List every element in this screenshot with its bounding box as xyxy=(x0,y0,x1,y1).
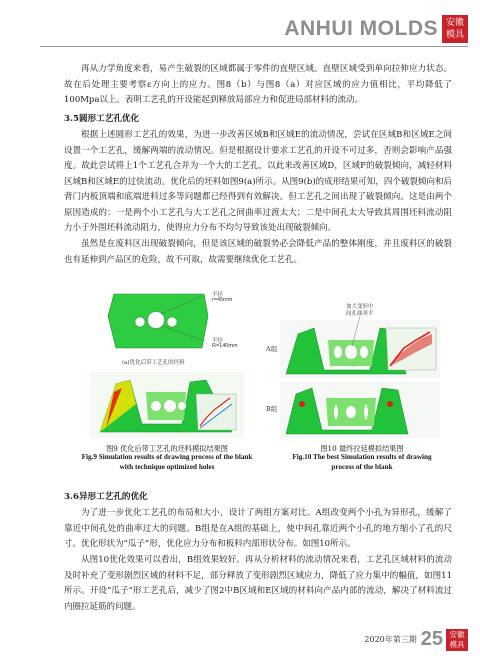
figure-9-caption-en-2: with technique optimized holes xyxy=(119,462,215,471)
figure-9 xyxy=(86,284,248,440)
label-large-radius-2: R=140mm xyxy=(212,343,238,349)
group-b-result-image xyxy=(280,382,440,438)
annotation-line-2: 间孔曲率半 xyxy=(346,311,374,317)
optimized-blank-image xyxy=(108,294,208,348)
label-small-radius-1: 半径 xyxy=(212,292,224,298)
figure-9-caption xyxy=(62,444,272,472)
page-header xyxy=(284,14,468,44)
group-a-result-image xyxy=(280,316,440,378)
label-small-radius-2: r=45mm xyxy=(212,297,233,303)
page-number: 25 xyxy=(420,628,443,650)
sub-caption-a: (a)优化后带工艺孔的坯料 xyxy=(122,360,185,366)
label-group-b: B组 xyxy=(266,405,278,413)
figure-9-caption-zh: 图9 优化后带工艺孔的坯料模拟结果图 xyxy=(106,444,228,453)
figure-10-caption xyxy=(262,444,462,472)
figure-10 xyxy=(266,300,450,440)
figure-10-graphic xyxy=(266,300,450,440)
brand-badge: 安徽模具 xyxy=(442,15,468,43)
section-heading-3-6: 3.6异形工艺孔的优化 xyxy=(64,492,148,502)
paragraph-2: 根据上述圆形工艺孔的效果，为进一步改善区域B和区域E的流动情况，尝试在区域B和区域E之间设置一个工艺孔，缓解两端的流动情况。但是根据设计要求工艺孔的开设不可过多，否则会影响产品强度。故此尝试将上1个工艺孔合并为一个大的工艺孔，以此来改善区域D，区域F的破裂倾向，减轻材料区域B和区域E的过快流动。优化后的坯料如图9(a)所示。从图9(b)的成形结果可知，四个破裂倾向和后背门内板顶端和底端进料过多等问题都已经得到有效解决。但工艺孔之间出现了破裂倾向。这是由两个原因造成的：一是两个小工艺孔与大工艺孔之间曲率过渡太大；二是中间孔太大导致其周围坯料流动阻力小于外围坯料流动阻力，使得应力分布不均匀导致该处出现破裂倾向。 xyxy=(64,130,452,233)
header-rule xyxy=(40,46,468,47)
section-heading-3-5: 3.5圆形工艺孔优化 xyxy=(64,114,140,124)
figure-10-caption-zh: 图10 最终拉延模拟结果图 xyxy=(320,444,404,453)
paragraph-4: 为了进一步优化工艺孔的布局和大小，设计了两组方案对比。A组改变两个小孔为异形孔，缓解了靠近中间孔处的曲率过大的问题。B组是在A组的基础上，使中间孔靠近两个小孔的地方缩小了孔的尺寸。优化形状为“瓜子”形，优化应力分布和板料内部形状分布。如图10所示。 xyxy=(64,508,452,549)
brand-title: ANHUI MOLDS xyxy=(284,17,438,40)
page-footer xyxy=(364,628,468,651)
annotation-line-1: 加大变形中 xyxy=(346,304,374,310)
figure-10-caption-en-1: Fig.10 The best Simulation results of drawing xyxy=(292,453,432,462)
label-large-radius-1: 半径 xyxy=(212,338,224,344)
footer-badge: 安徽模具 xyxy=(446,629,468,651)
paragraph-1: 再从力学角度来看，易产生破裂的区域都属于零件的直壁区域。直壁区域受到单向拉伸应力状态。故在后处理主要考察ε方向上的应力。图8（b）与图8（a）对应区域的应力值相比，平均降低了100Mpa以上。表明工艺孔的开设能起到释放局部应力和促进局部材料的流动。 xyxy=(64,64,452,105)
issue-label: 2020年第三期 xyxy=(364,635,417,644)
paragraph-3: 虽然是在废料区出现破裂倾向，但是该区域的破裂势必会降低产品的整体刚度，并且废料区的破裂也有延伸到产品区的危险，故不可取，故需要继续优化工艺孔。 xyxy=(64,239,452,265)
paragraph-5: 从图10优化效果可以看出，B组效果较好。再从分析材料的流动情况来看，工艺孔区域材料的流动及时补充了变形剧烈区域的材料不足，部分释放了变形剧烈区域应力，降低了应力集中的幅值，如图11所示。开设“瓜子”形工艺孔后，减少了图2中B区域和E区域的材料向产品内部的流动，解决了材料流过内圈拉延筋的问题。 xyxy=(64,555,452,612)
figure-10-caption-en-2: process of the blank xyxy=(331,462,393,471)
figure-9-caption-en-1: Fig.9 Simulation results of drawing process of the blank xyxy=(81,453,253,462)
label-group-a: A组 xyxy=(266,345,278,353)
forming-result-image xyxy=(90,372,244,438)
